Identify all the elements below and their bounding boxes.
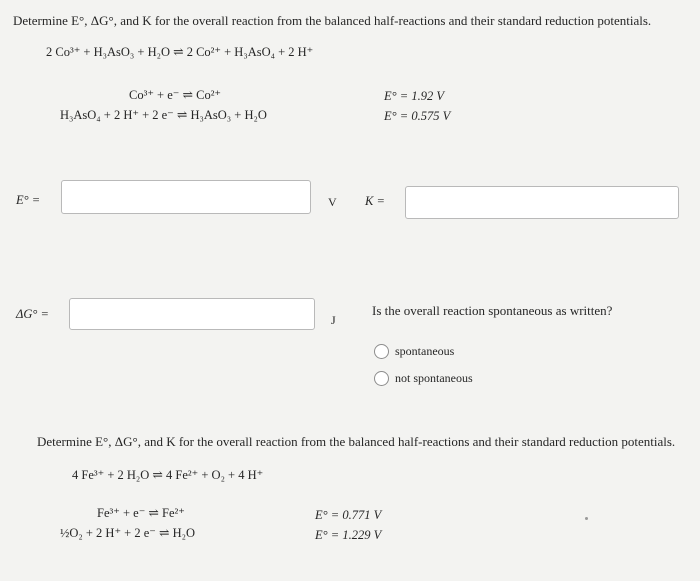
k-input[interactable] [405,186,679,219]
problem2-potential-1: E° = 0.771 V [315,508,382,522]
problem2-half-reaction-1: Fe³⁺ + e⁻ ⇌ Fe²⁺ [97,506,185,520]
problem1-half-reaction-1: Co³⁺ + e⁻ ⇌ Co²⁺ [129,88,222,102]
delta-g-input[interactable] [69,298,315,330]
problem2-potential-2: E° = 1.229 V [315,528,382,542]
spontaneity-question: Is the overall reaction spontaneous as written? [372,303,613,318]
problem1-potential-2: E° = 0.575 V [384,109,451,123]
not-spontaneous-option-label[interactable]: not spontaneous [395,371,473,385]
spontaneous-option-label[interactable]: spontaneous [395,344,455,358]
k-label: K = [365,194,385,208]
not-spontaneous-radio[interactable] [374,371,389,386]
problem2-prompt: Determine E°, ΔG°, and K for the overall reaction from the balanced half-reactions and their standard reduction potentials. [37,434,676,449]
e-standard-unit: V [328,195,337,209]
stray-dot [585,517,588,520]
problem2-overall-reaction: 4 Fe³⁺ + 2 H₂O ⇌ 4 Fe²⁺ + O₂ + 4 H⁺ [72,468,264,482]
problem1-half-reaction-2: H₃AsO₄ + 2 H⁺ + 2 e⁻ ⇌ H₃AsO₃ + H₂O [60,108,267,122]
delta-g-label: ΔG° = [16,307,49,321]
spontaneous-radio[interactable] [374,344,389,359]
problem1-prompt: Determine E°, ΔG°, and K for the overall reaction from the balanced half-reactions and their standard reduction potentials. [13,13,652,28]
problem2-half-reaction-2: ½O₂ + 2 H⁺ + 2 e⁻ ⇌ H₂O [60,526,196,540]
e-standard-input[interactable] [61,180,311,214]
problem1-overall-reaction: 2 Co³⁺ + H₃AsO₃ + H₂O ⇌ 2 Co²⁺ + H₃AsO₄ + 2 H⁺ [46,45,314,59]
delta-g-unit: J [331,313,336,327]
problem1-potential-1: E° = 1.92 V [384,89,444,103]
e-standard-label: E° = [16,193,41,207]
